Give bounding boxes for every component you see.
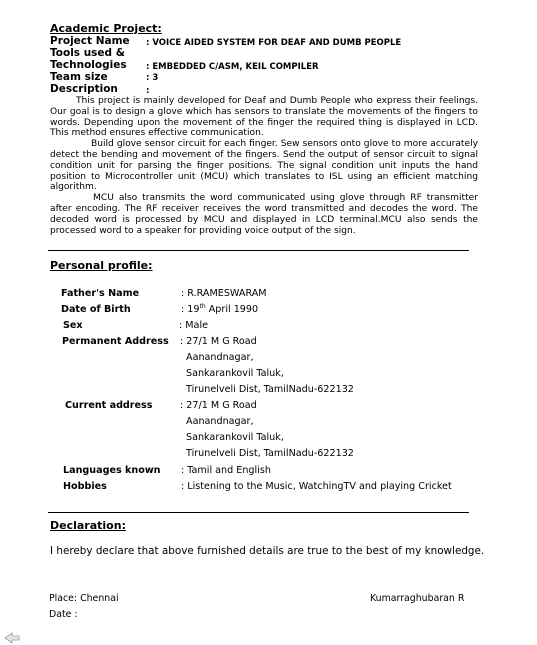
current-address-line-2: Aanandnagar, <box>186 416 254 427</box>
description-label: Description <box>50 83 118 95</box>
place-text: Place: Chennai <box>49 593 119 604</box>
declaration-text: I hereby declare that above furnished details are true to the best of my knowledge. <box>50 545 485 557</box>
team-size-label: Team size <box>50 71 108 83</box>
description-paragraph-2: Build glove sensor circuit for each finger. Sew sensors onto glove to more accurately detect the bending and movement of the fingers. Send the output of sensor circuit to signal condition unit for parsing the finger positions. The signal condition unit inputs the hand position to Microcontroller unit (MCU) which translates to ISL using an efficient matching algorithm. <box>50 139 478 193</box>
permanent-address-line-4: Tirunelveli Dist, TamilNadu-622132 <box>186 384 354 395</box>
dob-suffix: th <box>199 302 206 310</box>
project-name-value: : VOICE AIDED SYSTEM FOR DEAF AND DUMB PEOPLE <box>146 38 402 48</box>
academic-project-heading: Academic Project: <box>50 22 162 35</box>
dob-rest: April 1990 <box>205 304 259 315</box>
hobbies-label: Hobbies <box>63 481 107 492</box>
permanent-address-line-3: Sankarankovil Taluk, <box>186 368 284 379</box>
date-text: Date : <box>49 609 78 620</box>
section-divider <box>48 250 469 251</box>
permanent-address-line-2: Aanandnagar, <box>186 352 254 363</box>
declaration-heading: Declaration: <box>50 519 126 532</box>
fathers-name-value: : R.RAMESWARAM <box>181 288 267 299</box>
back-arrow-icon[interactable] <box>4 632 20 644</box>
description-paragraph-1: This project is mainly developed for Deaf and Dumb People who express their feelings. Our goal is to design a glove which has sensors to translate the movements of the fingers to words. Depending upon the movement of the finger the required thing is displayed in LCD. This method ensures effective communication. <box>50 96 478 139</box>
current-address-line-4: Tirunelveli Dist, TamilNadu-622132 <box>186 448 354 459</box>
tools-label-line2: Technologies <box>50 59 127 71</box>
description-paragraph-3: MCU also transmits the word communicated using glove through RF transmitter after encoding. The RF receiver receives the word transmitted and decodes the word. The decoded word is processed by MCU and displayed in LCD terminal.MCU also sends the processed word to a speaker for providing voice output of the sign. <box>50 193 478 236</box>
languages-value: : Tamil and English <box>181 465 271 476</box>
signature-name: Kumarraghubaran R <box>370 593 465 604</box>
sex-label: Sex <box>63 320 83 331</box>
tools-label-line1: Tools used & <box>50 47 125 59</box>
section-divider <box>48 512 469 513</box>
hobbies-value: : Listening to the Music, WatchingTV and playing Cricket <box>181 481 452 492</box>
current-address-line-1: : 27/1 M G Road <box>180 400 257 411</box>
current-address-line-3: Sankarankovil Taluk, <box>186 432 284 443</box>
tools-value: : EMBEDDED C/ASM, KEIL COMPILER <box>146 62 319 72</box>
dob-value <box>181 304 258 315</box>
description-colon: : <box>146 86 150 96</box>
description-body <box>50 96 478 236</box>
current-address-label: Current address <box>65 400 153 411</box>
personal-profile-heading: Personal profile: <box>50 259 153 272</box>
project-name-label: Project Name <box>50 35 130 47</box>
dob-colon: : <box>181 304 188 315</box>
permanent-address-line-1: : 27/1 M G Road <box>180 336 257 347</box>
dob-day: 19 <box>187 304 200 315</box>
permanent-address-label: Permanent Address <box>62 336 169 347</box>
team-size-value: : 3 <box>146 73 159 83</box>
fathers-name-label: Father's Name <box>61 288 140 299</box>
languages-label: Languages known <box>63 465 161 476</box>
sex-value: : Male <box>179 320 209 331</box>
dob-label: Date of Birth <box>61 304 131 315</box>
